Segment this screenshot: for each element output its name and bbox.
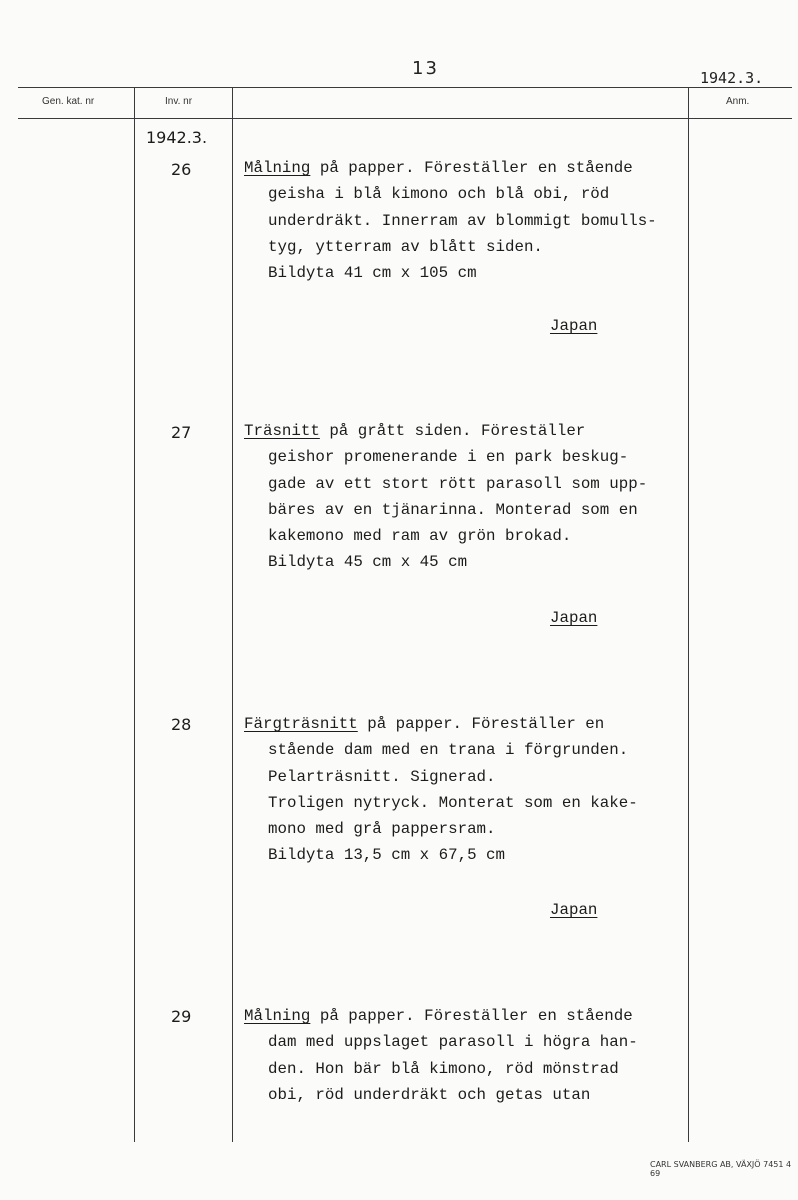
catalog-entry <box>244 418 689 576</box>
entry-keyword: Färgträsnitt <box>244 715 358 733</box>
entry-keyword: Målning <box>244 159 311 177</box>
entry-line: den. Hon bär blå kimono, röd mönstrad <box>268 1059 619 1078</box>
inv-column-divider <box>134 87 135 1142</box>
entry-line: Troligen nytryck. Monterat som en kake- <box>268 793 638 812</box>
entry-line: geishor promenerande i en park beskug- <box>268 448 629 467</box>
column-header-inv-nr: Inv. nr <box>165 96 193 107</box>
catalog-entry <box>244 1003 689 1108</box>
entry-line: stående dam med en trana i förgrunden. <box>268 741 629 760</box>
entry-line: tyg, ytterram av blått siden. <box>268 237 543 256</box>
inventory-number: 27 <box>171 423 192 442</box>
entry-first-line-text: på papper. Föreställer en <box>357 715 605 733</box>
entry-first-line-text: på papper. Föreställer en stående <box>310 159 633 177</box>
page-number: 13 <box>412 58 439 79</box>
entry-line: Bildyta 13,5 cm x 67,5 cm <box>268 846 505 865</box>
entry-first-line-text: på grått siden. Föreställer <box>319 422 586 440</box>
year-header: 1942.3. <box>700 69 764 87</box>
entry-line: mono med grå pappersram. <box>268 820 496 839</box>
entry-origin: Japan <box>550 317 598 335</box>
inventory-number: 26 <box>171 160 192 179</box>
entry-origin: Japan <box>550 609 598 627</box>
column-header-gen-kat-nr: Gen. kat. nr <box>42 96 95 107</box>
entry-line: Bildyta 45 cm x 45 cm <box>268 553 468 572</box>
entry-line: obi, röd underdräkt och getas utan <box>268 1085 591 1104</box>
entry-line: underdräkt. Innerram av blommigt bomulls- <box>268 211 657 230</box>
entry-line: Bildyta 41 cm x 105 cm <box>268 264 477 283</box>
entry-first-line <box>244 155 689 181</box>
entry-first-line <box>244 1003 689 1029</box>
column-header-anm: Anm. <box>726 96 750 107</box>
catalog-entry <box>244 711 689 869</box>
inventory-number: 29 <box>171 1007 192 1026</box>
entry-line: geisha i blå kimono och blå obi, röd <box>268 185 610 204</box>
entry-keyword: Målning <box>244 1007 311 1025</box>
entry-first-line <box>244 418 689 444</box>
entry-line: dam med uppslaget parasoll i högra han- <box>268 1033 638 1052</box>
entry-keyword: Träsnitt <box>244 422 320 440</box>
inventory-number: 28 <box>171 715 192 734</box>
entry-line: kakemono med ram av grön brokad. <box>268 527 572 546</box>
printer-mark: CARL SVANBERG AB, VÄXJÖ 7451 4 69 <box>650 1160 792 1178</box>
entry-line: bäres av en tjänarinna. Monterad som en <box>268 500 638 519</box>
entry-line: Pelarträsnitt. Signerad. <box>268 767 496 786</box>
description-column-divider <box>232 87 233 1142</box>
entry-first-line-text: på papper. Föreställer en stående <box>310 1007 633 1025</box>
catalog-entry <box>244 155 689 286</box>
entry-origin: Japan <box>550 901 598 919</box>
entry-line: gade av ett stort rött parasoll som upp- <box>268 474 648 493</box>
entry-first-line <box>244 711 689 737</box>
inventory-year: 1942.3. <box>146 128 208 147</box>
